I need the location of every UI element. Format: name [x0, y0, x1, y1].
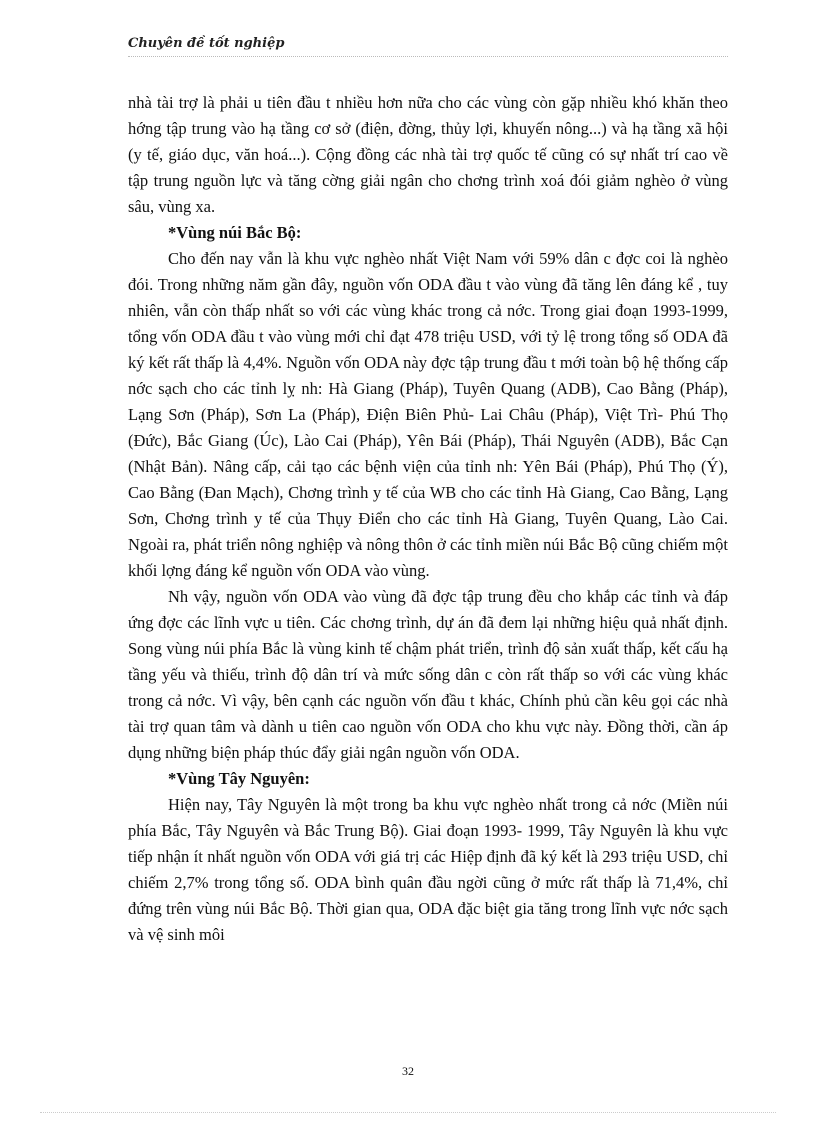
paragraph-central-highlands: Hiện nay, Tây Nguyên là một trong ba khu vực nghèo nhất trong cả nớc (Miền núi phía Bắc, Tây Nguyên và Bắc Trung Bộ). Giai đoạn 1993- 1999, Tây Nguyên là khu vực tiếp nhận ít nhất nguồn vốn ODA với giá trị các Hiệp định đã ký kết là 293 triệu USD, chỉ chiếm 2,7% trong tổng số. ODA bình quân đầu ngời cũng ở mức rất thấp là 71,4%, chỉ đứng trên vùng núi Bắc Bộ. Thời gian qua, ODA đặc biệt gia tăng trong lĩnh vực nớc sạch và vệ sinh môi [128, 795, 728, 944]
section-heading-northern-mountains: *Vùng núi Bắc Bộ: [168, 223, 302, 242]
paragraph-northern-mountains-summary: Nh vậy, nguồn vốn ODA vào vùng đã đợc tập trung đều cho khắp các tỉnh và đáp ứng đợc các lĩnh vực u tiên. Các chơng trình, dự án đã đem lại những hiệu quả nhất định. Song vùng núi phía Bắc là vùng kinh tế chậm phát triển, trình độ sản xuất thấp, kết cấu hạ tầng yếu và thiếu, trình độ dân trí và mức sống dân c còn rất thấp so với các vùng khác trong cả nớc. Vì vậy, bên cạnh các nguồn vốn đầu t khác, Chính phủ cần kêu gọi các nhà tài trợ quan tâm và dành u tiên cao nguồn vốn ODA cho khu vực này. Đồng thời, cần áp dụng những biện pháp thúc đẩy giải ngân nguồn vốn ODA. [128, 587, 728, 762]
document-body [128, 90, 728, 948]
footer-divider [40, 1112, 776, 1113]
paragraph-northern-mountains: Cho đến nay vẫn là khu vực nghèo nhất Việt Nam với 59% dân c đợc coi là nghèo đói. Trong những năm gần đây, nguồn vốn ODA đầu t vào vùng đã tăng lên đáng kể , tuy nhiên, vẫn còn thấp nhất so với các vùng khác trong cả nớc. Trong giai đoạn 1993-1999, tổng vốn ODA đầu t vào vùng mới chỉ đạt 478 triệu USD, với tỷ lệ trong tổng số ODA đã ký kết rất thấp là 4,4%. Nguồn vốn ODA này đợc tập trung đầu t mới toàn bộ hệ thống cấp nớc sạch cho các tỉnh lỵ nh: Hà Giang (Pháp), Tuyên Quang (ADB), Cao Bằng (Pháp), Lạng Sơn (Pháp), Sơn La (Pháp), Điện Biên Phủ- Lai Châu (Pháp), Việt Trì- Phú Thọ (Đức), Bắc Giang (Úc), Lào Cai (Pháp), Yên Bái (Pháp), Thái Nguyên (ADB), Bắc Cạn (Nhật Bản). Nâng cấp, cải tạo các bệnh viện của tỉnh nh: Yên Bái (Pháp), Phú Thọ (Ý), Cao Bằng (Đan Mạch), Chơng trình y tế của WB cho các tỉnh Hà Giang, Cao Bằng, Lạng Sơn, Chơng trình y tế của Thụy Điển cho các tỉnh Hà Giang, Tuyên Quang, Lào Cai. Ngoài ra, phát triển nông nghiệp và nông thôn ở các tỉnh miền núi Bắc Bộ cũng chiếm một khối lợng đáng kể nguồn vốn ODA vào vùng. [128, 249, 728, 580]
running-header [128, 36, 728, 51]
header-divider [128, 56, 728, 57]
paragraph-intro-continuation: nhà tài trợ là phải u tiên đầu t nhiều hơn nữa cho các vùng còn gặp nhiều khó khăn theo hớng tập trung vào hạ tầng cơ sở (điện, đờng, thủy lợi, khuyến nông...) và hạ tầng xã hội (y tế, giáo dục, văn hoá...). Cộng đồng các nhà tài trợ quốc tế cũng có sự nhất trí cao về tập trung nguồn lực và tăng cờng giải ngân cho chơng trình xoá đói giảm nghèo ở vùng sâu, vùng xa. [128, 93, 728, 216]
section-heading-central-highlands: *Vùng Tây Nguyên: [168, 769, 310, 788]
page-number: 32 [402, 1064, 414, 1078]
header-title: Chuyên đề tốt nghiệp [128, 36, 285, 51]
